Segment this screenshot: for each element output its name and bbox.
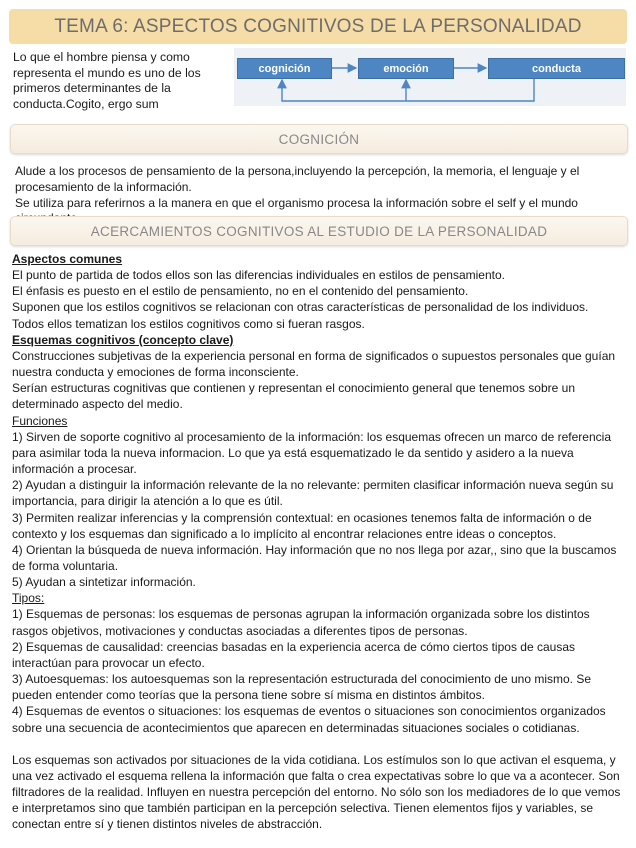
- section-cognicion-header: [10, 124, 628, 154]
- page-title: TEMA 6: ASPECTOS COGNITIVOS DE LA PERSONALIDAD: [54, 15, 582, 37]
- aspectos-line: Suponen que los estilos cognitivos se relacionan con otras características de personalidad de los individuos.: [12, 300, 589, 315]
- esquemas-line: Serían estructuras cognitivas que contienen y representan el conocimiento general que tenemos sobre un determinado aspecto del medio.: [12, 381, 576, 412]
- title-banner: [9, 9, 627, 44]
- funcion-item: 3) Permiten realizar inferencias y la comprensión contextual: en ocasiones tenemos falta de información o de contexto y los esquemas dan significado a lo implícito al encontrar relaciones entre ideas o conceptos.: [12, 510, 592, 541]
- tipos-heading: Tipos:: [12, 591, 45, 606]
- funciones-heading: Funciones: [12, 413, 68, 428]
- node-emocion: emoción: [358, 58, 454, 79]
- main-body: [12, 251, 628, 832]
- section-cognicion-title: COGNICIÓN: [278, 131, 360, 147]
- section-acercamientos-title: ACERCAMIENTOS COGNITIVOS AL ESTUDIO DE LA PERSONALIDAD: [90, 223, 548, 239]
- funcion-item: 4) Orientan la búsqueda de nueva información. Hay información que no nos llega por azar,, sino que la buscamos de forma voluntaria.: [12, 542, 617, 573]
- tipo-item: 2) Esquemas de causalidad: creencias basadas en la experiencia acerca de cómo ciertos tipos de causas interactúan para provocar un efecto.: [12, 639, 575, 670]
- tipo-item: 1) Esquemas de personas: los esquemas de personas agrupan la información organizada sobre los distintos rasgos objetivos, motivaciones y conductas asociadas a diferentes tipos de personas.: [12, 607, 590, 638]
- funcion-item: 1) Sirven de soporte cognitivo al procesamiento de la información: los esquemas ofrecen un marco de referencia para asimilar toda la nueva informacion. Lo que ya está esquematizado le da sentido y asidero a la nueva información a procesar.: [12, 429, 611, 477]
- intro-text: Lo que el hombre piensa y como representa el mundo es uno de los primeros determinantes de la conducta.Cogito, ergo sum: [13, 50, 201, 111]
- section-acercamientos-header: [10, 216, 628, 246]
- tipo-item: 3) Autoesquemas: los autoesquemas son la representación estructurada del conocimiento de uno mismo. Se pueden entender como teorías que la persona tiene sobre sí misma en distintos ámbitos.: [12, 672, 591, 703]
- node-cognicion: cognición: [237, 58, 332, 79]
- paragraph-gap: [12, 736, 628, 752]
- esquemas-line: Construcciones subjetivas de la experiencia personal en forma de significados o supuestos personales que guían nuestra conducta y emociones de forma inconsciente.: [12, 348, 616, 380]
- tipo-item: 4) Esquemas de eventos o situaciones: los esquemas de eventos o situaciones son conocimientos organizados sobre una secuencia de acontecimientos que aparecen en determinadas situaciones sociales o cotidianas.: [12, 704, 606, 735]
- aspectos-line: Todos ellos tematizan los estilos cognitivos como si fueran rasgos.: [12, 316, 365, 331]
- cognicion-line: Alude a los procesos de pensamiento de la persona,incluyendo la percepción, la memoria, el lenguaje y el procesamiento de la información.: [15, 164, 580, 194]
- aspectos-line: El punto de partida de todos ellos son las diferencias individuales en estilos de pensamiento.: [12, 268, 505, 283]
- node-conducta: conducta: [488, 58, 625, 79]
- esquemas-heading: Esquemas cognitivos (concepto clave): [12, 332, 234, 347]
- arrow-loop-back: [282, 78, 534, 101]
- funcion-item: 2) Ayudan a distinguir la información relevante de la no relevante: permiten clasificar información nueva según su importancia, para dirigir la atención a lo que es útil.: [12, 478, 614, 509]
- funcion-item: 5) Ayudan a sintetizar información.: [12, 575, 196, 590]
- aspectos-line: El énfasis es puesto en el estilo de pensamiento, no en el contenido del pensamiento.: [12, 284, 469, 299]
- closing-paragraph: Los esquemas son activados por situaciones de la vida cotidiana. Los estímulos son lo que activan el esquema, y una vez activado el esquema rellena la información que falta o crea expectativas sobre lo que va a acontecer. Son filtradores de la realidad. Influyen en nuestra percepción del entorno. No sólo son los mediadores de lo que vemos e interpretamos sino que también participan en la percepción selectiva. Tienen elementos fijos y variables, se conectan entre sí y tienen distintos niveles de abstracción.: [12, 752, 621, 832]
- aspectos-heading: Aspectos comunes: [12, 252, 123, 266]
- cognicion-line: Se utiliza para referirnos a la manera en que el organismo procesa la información sobre el self y el mundo: [15, 195, 578, 210]
- cognition-diagram: [234, 48, 626, 106]
